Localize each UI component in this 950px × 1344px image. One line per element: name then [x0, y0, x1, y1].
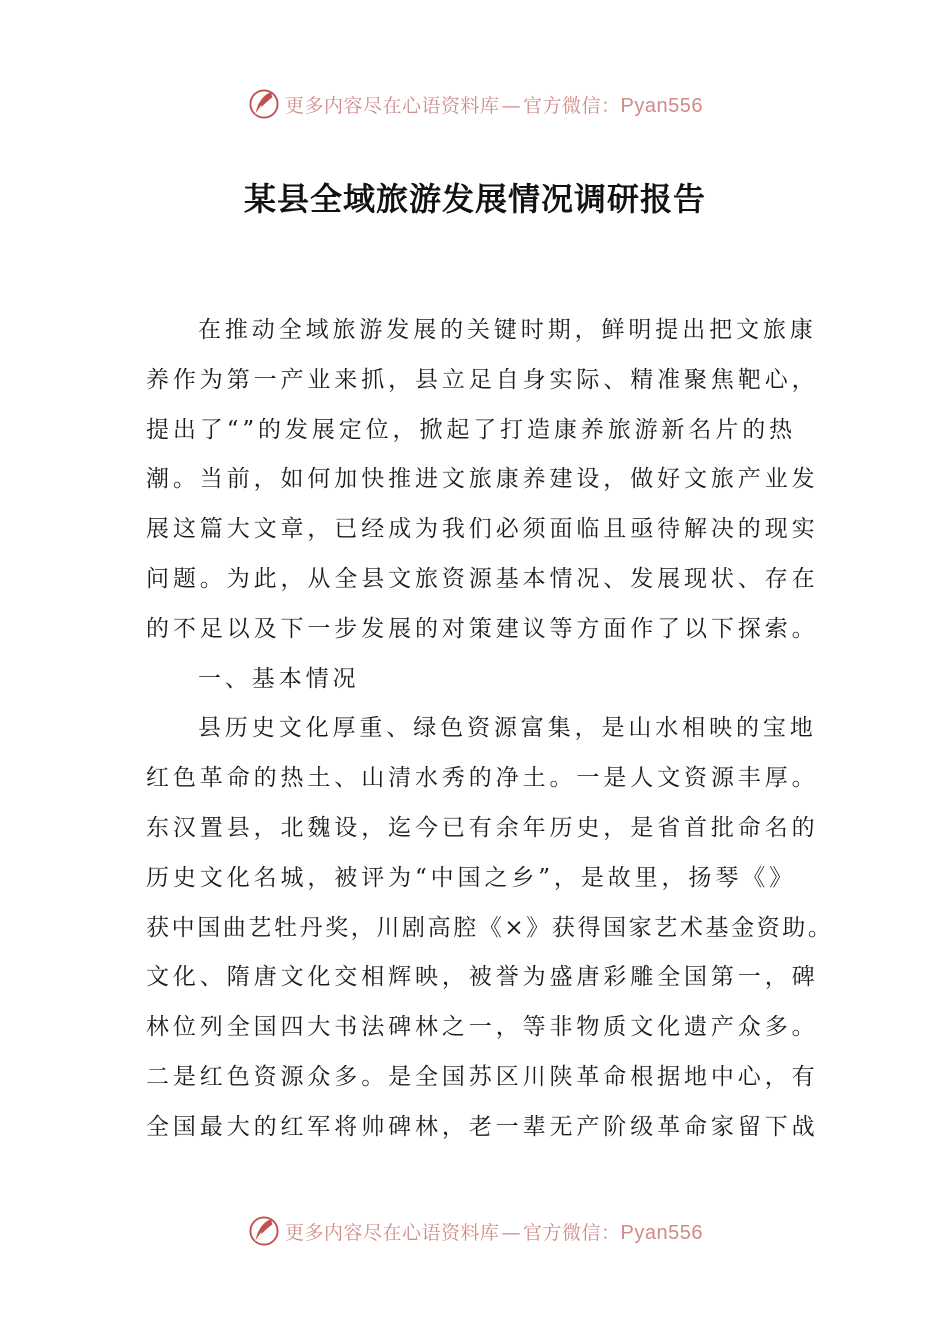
- body-line: 的不足以及下一步发展的对策建议等方面作了以下探索。: [146, 615, 819, 642]
- watermark-wechat-id: Pyan556: [620, 94, 703, 117]
- quill-pen-logo-icon: [247, 1214, 281, 1248]
- quill-pen-logo-icon: [247, 87, 281, 121]
- watermark-dash: —: [501, 1221, 522, 1244]
- watermark-wechat-id: Pyan556: [620, 1221, 703, 1244]
- watermark-label: 官方微信：: [523, 94, 621, 117]
- document-body: [146, 306, 834, 1153]
- body-line: 红色革命的热土、山清水秀的净土。一是人文资源丰厚。: [146, 765, 819, 792]
- document-title: 某县全域旅游发展情况调研报告: [243, 180, 706, 218]
- body-line: 二是红色资源众多。是全国苏区川陕革命根据地中心，有: [146, 1063, 819, 1090]
- watermark-banner-top: [0, 84, 950, 124]
- body-line: 潮。当前，如何加快推进文旅康养建设，做好文旅产业发: [146, 466, 819, 493]
- section-heading: 一、基本情况: [198, 665, 360, 692]
- body-line: 文化、隋唐文化交相辉映，被誉为盛唐彩雕全国第一，碑: [146, 964, 819, 991]
- body-line: 提出了“”的发展定位，掀起了打造康养旅游新名片的热: [146, 416, 797, 443]
- body-line: 展这篇大文章，已经成为我们必须面临且亟待解决的现实: [146, 516, 819, 543]
- body-line: 获中国曲艺牡丹奖，川剧高腔《×》获得国家艺术基金资助。: [146, 914, 834, 941]
- body-line: 历史文化名城，被评为“中国之乡”，是故里，扬琴《》: [146, 864, 797, 891]
- watermark-text: [285, 1218, 703, 1245]
- watermark-site: 更多内容尽在心语资料库: [285, 94, 500, 117]
- watermark-banner-bottom: [0, 1211, 950, 1251]
- watermark-text: [285, 91, 703, 118]
- body-line: 在推动全域旅游发展的关键时期，鲜明提出把文旅康: [198, 317, 817, 343]
- watermark-label: 官方微信：: [523, 1221, 621, 1244]
- watermark-site: 更多内容尽在心语资料库: [285, 1221, 500, 1244]
- body-line: 全国最大的红军将帅碑林，老一辈无产阶级革命家留下战: [146, 1113, 819, 1140]
- body-line: 县历史文化厚重、绿色资源富集，是山水相映的宝地: [198, 715, 817, 742]
- watermark-dash: —: [501, 94, 522, 117]
- body-line: 东汉置县，北魏设，迄今已有余年历史，是省首批命名的: [146, 814, 819, 841]
- body-line: 养作为第一产业来抓，县立足自身实际、精准聚焦靶心，: [146, 366, 819, 393]
- body-line: 问题。为此，从全县文旅资源基本情况、发展现状、存在: [146, 565, 819, 592]
- body-line: 林位列全国四大书法碑林之一，等非物质文化遗产众多。: [146, 1014, 819, 1041]
